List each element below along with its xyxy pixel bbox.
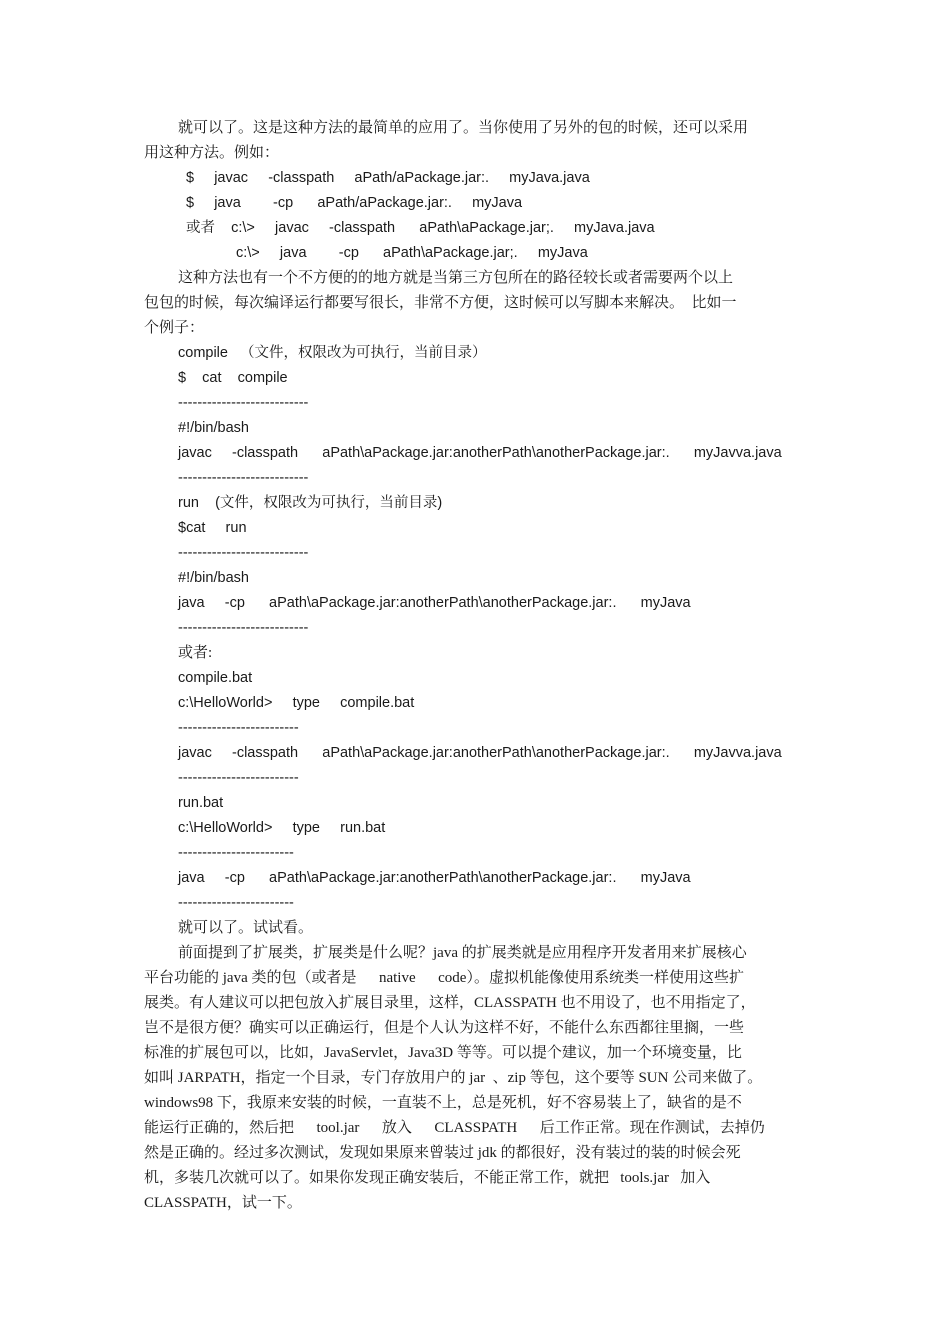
code-line: #!/bin/bash xyxy=(178,420,249,436)
text-line: 岂不是很方便？确实可以正确运行，但是个人认为这样不好，不能什么东西都往里搁，一些 xyxy=(144,1020,745,1036)
text-line: 然是正确的。经过多次测试，发现如果原来曾装过 jdk 的都很好，没有装过的装的时候会死 xyxy=(144,1145,741,1161)
text-line: 标准的扩展包可以，比如，JavaServlet，Java3D 等等。可以提个建议，加一个环境变量，比 xyxy=(144,1045,742,1061)
code-line: run (文件，权限改为可执行，当前目录) xyxy=(178,495,443,511)
code-line: c:\HelloWorld> type compile.bat xyxy=(178,695,415,711)
separator-line: --------------------------- xyxy=(178,620,309,636)
text-line: 个例子： xyxy=(144,320,205,336)
text-line: 就可以了。试试看。 xyxy=(178,920,314,936)
text-line: 能运行正确的，然后把 tool.jar 放入 CLASSPATH 后工作正常。现在作测试，去掉仍 xyxy=(144,1120,765,1136)
separator-line: ------------------------- xyxy=(178,770,299,786)
code-line: java -cp aPath\aPackage.jar:anotherPath\anotherPackage.jar:. myJava xyxy=(178,870,691,886)
separator-line: ------------------------ xyxy=(178,895,294,911)
code-line: javac -classpath aPath\aPackage.jar:anotherPath\anotherPackage.jar:. myJavva.java xyxy=(178,745,782,761)
code-line: $ java -cp aPath/aPackage.jar:. myJava xyxy=(186,195,523,211)
code-line: javac -classpath aPath\aPackage.jar:anotherPath\anotherPackage.jar:. myJavva.java xyxy=(178,445,782,461)
separator-line: --------------------------- xyxy=(178,545,309,561)
code-line: java -cp aPath\aPackage.jar:anotherPath\anotherPackage.jar:. myJava xyxy=(178,595,691,611)
text-line: 前面提到了扩展类，扩展类是什么呢？java 的扩展类就是应用程序开发者用来扩展核心 xyxy=(178,945,747,961)
code-line: $cat run xyxy=(178,520,247,536)
code-line: run.bat xyxy=(178,795,224,811)
code-line: 或者 c:\> javac -classpath aPath\aPackage.jar;. myJava.java xyxy=(186,220,655,236)
code-line: $ cat compile xyxy=(178,370,288,386)
text-line: 包包的时候，每次编译运行都要写很长，非常不方便，这时候可以写脚本来解决。 比如一 xyxy=(144,295,737,311)
text-line: CLASSPATH，试一下。 xyxy=(144,1195,302,1211)
text-line: windows98 下，我原来安装的时候，一直装不上，总是死机，好不容易装上了，缺省的是不 xyxy=(144,1095,742,1111)
code-line: compile （文件，权限改为可执行，当前目录） xyxy=(178,345,487,361)
separator-line: --------------------------- xyxy=(178,395,309,411)
text-line: 或者: xyxy=(178,645,213,661)
text-line: 机，多装几次就可以了。如果你发现正确安装后，不能正常工作，就把 tools.jar 加入 xyxy=(144,1170,711,1186)
text-line: 用这种方法。例如： xyxy=(144,145,280,161)
text-line: 这种方法也有一个不方便的的地方就是当第三方包所在的路径较长或者需要两个以上 xyxy=(178,270,734,286)
separator-line: ------------------------- xyxy=(178,720,299,736)
separator-line: ------------------------ xyxy=(178,845,294,861)
text-line: 就可以了。这是这种方法的最简单的应用了。当你使用了另外的包的时候，还可以采用 xyxy=(178,120,749,136)
code-line: c:\HelloWorld> type run.bat xyxy=(178,820,386,836)
text-line: 展类。有人建议可以把包放入扩展目录里，这样，CLASSPATH 也不用设了，也不用指定了， xyxy=(144,995,756,1011)
text-line: 如叫 JARPATH，指定一个目录，专门存放用户的 jar 、zip 等包，这个要等 SUN 公司来做了。 xyxy=(144,1070,763,1086)
separator-line: --------------------------- xyxy=(178,470,309,486)
code-line: c:\> java -cp aPath\aPackage.jar;. myJava xyxy=(236,245,588,261)
text-line: 平台功能的 java 类的包（或者是 native code）。虚拟机能像使用系统类一样使用这些扩 xyxy=(144,970,744,986)
code-line: #!/bin/bash xyxy=(178,570,249,586)
code-line: compile.bat xyxy=(178,670,253,686)
code-line: $ javac -classpath aPath/aPackage.jar:. myJava.java xyxy=(186,170,590,186)
